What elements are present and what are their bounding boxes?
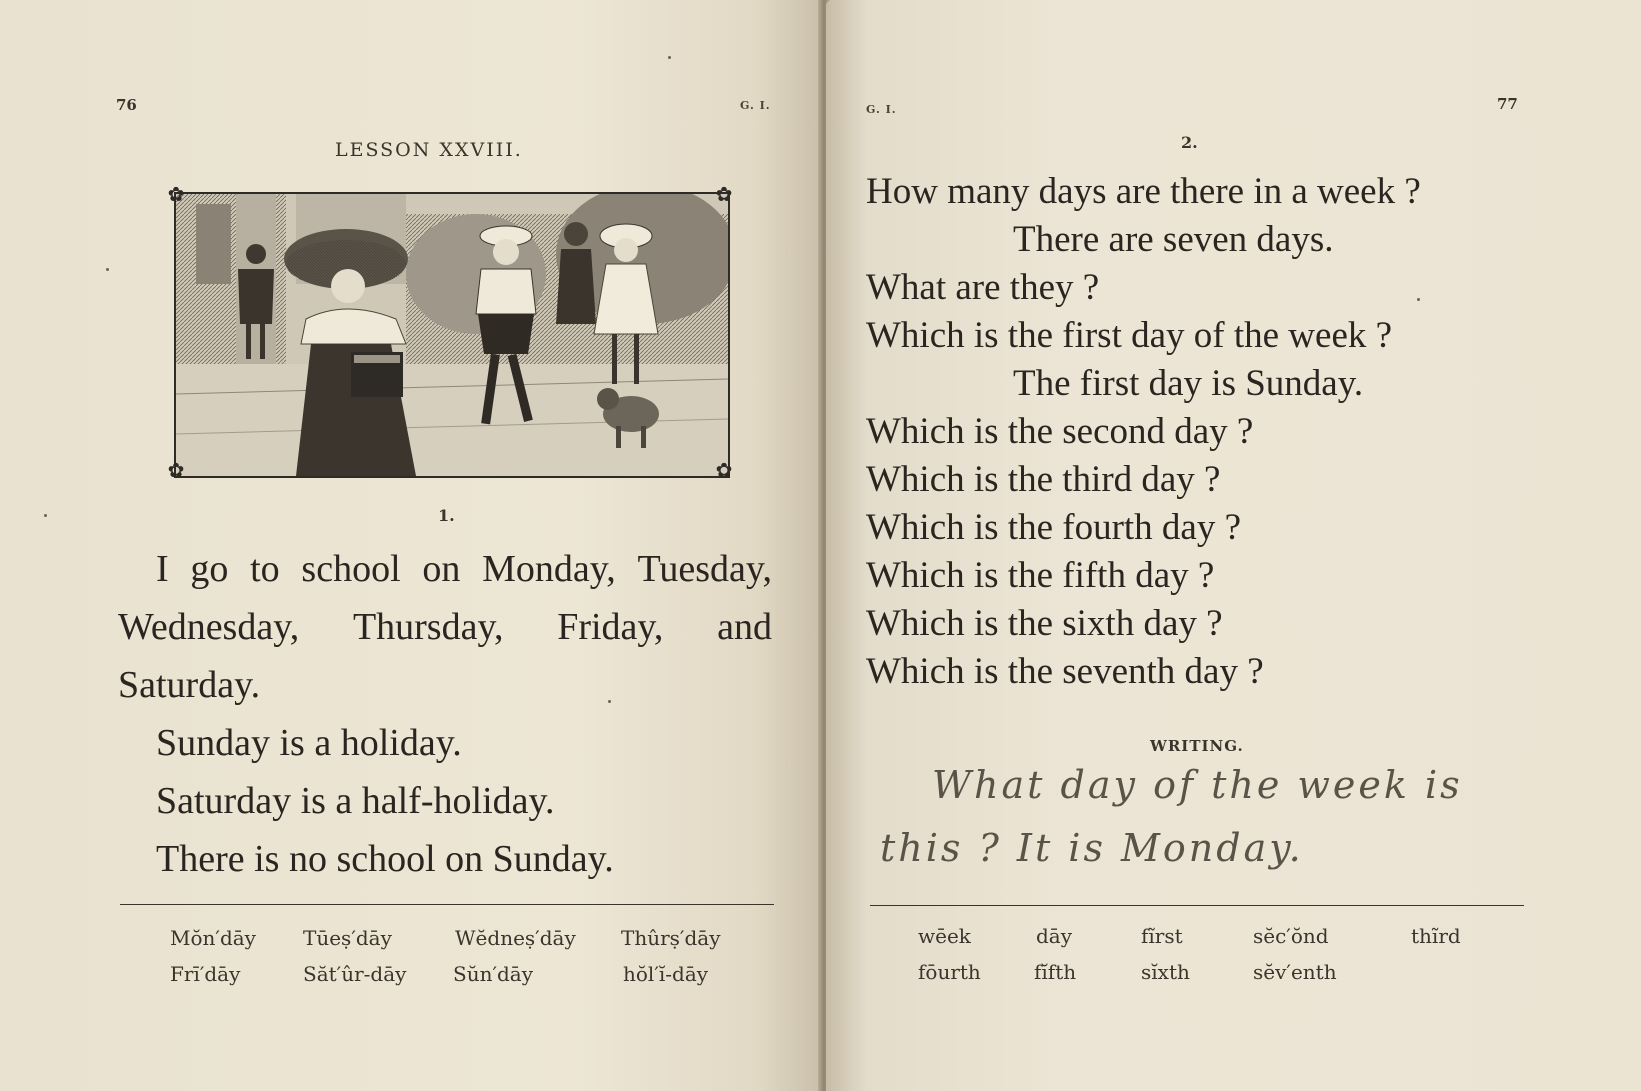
paragraph-line-2 (118, 598, 772, 656)
ornament-corner-top-right: ✿ (715, 182, 733, 206)
paragraph-school-days (118, 540, 772, 888)
vocab-word: Tūeṣ′dāy (303, 926, 392, 950)
word: to (250, 548, 280, 590)
paper-speck (608, 700, 611, 703)
vocab-word: dāy (1036, 924, 1073, 948)
ornament-corner-bottom-right: ✿ (715, 458, 733, 482)
ornament-corner-bottom-left: ✿ (167, 458, 185, 482)
word: Monday, (482, 548, 616, 590)
vocab-word: Wĕdneṣ′dāy (455, 926, 576, 950)
right-vocab-rule (870, 905, 1524, 906)
question-second-day: Which is the second day ? (866, 411, 1254, 452)
paper-speck (44, 514, 47, 517)
vocab-word: Săt′ûr-dāy (303, 962, 407, 986)
question-first-day: Which is the first day of the week ? (866, 315, 1393, 356)
vocab-word: Sŭn′dāy (453, 962, 534, 986)
lesson-title: LESSON XXVIII. (335, 139, 523, 161)
answer-seven-days: There are seven days. (1013, 219, 1334, 260)
vocab-word: Mŏn′dāy (170, 926, 256, 950)
question-seventh-day: Which is the seventh day ? (866, 651, 1264, 692)
question-what-are-they: What are they ? (866, 267, 1100, 308)
left-vocab-rule (120, 904, 774, 905)
vocab-word: Thûrṣ′dāy (621, 926, 721, 950)
writing-heading: WRITING. (1150, 737, 1244, 755)
vocab-word: sĕv′enth (1253, 960, 1337, 984)
script-line-1: What day of the week is (932, 763, 1463, 807)
question-days-in-week: How many days are there in a week ? (866, 171, 1421, 212)
word: school (301, 548, 401, 590)
question-fifth-day: Which is the fifth day ? (866, 555, 1215, 596)
paragraph-line-1 (118, 540, 772, 598)
word: Wednesday, (118, 606, 300, 648)
word: and (717, 606, 772, 648)
paragraph-line-3 (118, 656, 772, 714)
sentence-saturday-half-holiday: Saturday is a half-holiday. (156, 780, 555, 822)
answer-first-day-sunday: The first day is Sunday. (1013, 363, 1364, 404)
section-number-2: 2. (1181, 133, 1198, 152)
word: on (422, 548, 461, 590)
sentence-no-school-sunday: There is no school on Sunday. (156, 838, 614, 880)
left-page-number: 76 (116, 96, 137, 114)
illustration-children-going-to-school (174, 192, 730, 478)
vocab-word: thĩrd (1411, 924, 1461, 948)
question-sixth-day: Which is the sixth day ? (866, 603, 1223, 644)
paper-speck (106, 268, 109, 271)
question-fourth-day: Which is the fourth day ? (866, 507, 1242, 548)
vocab-word: sĭxth (1141, 960, 1190, 984)
left-signature-mark: G. I. (740, 99, 771, 112)
sentence-sunday-holiday: Sunday is a holiday. (156, 722, 462, 764)
vocab-word: fĩrst (1141, 924, 1183, 948)
vocab-word: fōurth (918, 960, 981, 984)
script-line-2: this ? It is Monday. (880, 826, 1304, 870)
word: go (190, 548, 229, 590)
word: Tuesday, (637, 548, 772, 590)
right-signature-mark: G. I. (866, 103, 897, 116)
vocab-word: wēek (918, 924, 971, 948)
vocab-word: sĕc′ŏnd (1253, 924, 1329, 948)
section-number-1: 1. (438, 506, 455, 525)
ornament-corner-top-left: ✿ (167, 182, 185, 206)
paper-speck (1417, 298, 1420, 301)
paper-speck (668, 56, 671, 59)
question-third-day: Which is the third day ? (866, 459, 1221, 500)
vocab-word: fĭfth (1034, 960, 1077, 984)
engraving-scene (176, 194, 728, 476)
right-page-number: 77 (1497, 95, 1518, 113)
word: Saturday. (118, 664, 261, 706)
word: Thursday, (352, 606, 504, 648)
vocab-word: Frī′dāy (170, 962, 241, 986)
word: Friday, (557, 606, 664, 648)
vocab-word: hŏl′ĭ-dāy (623, 962, 709, 986)
word: I (156, 548, 169, 590)
